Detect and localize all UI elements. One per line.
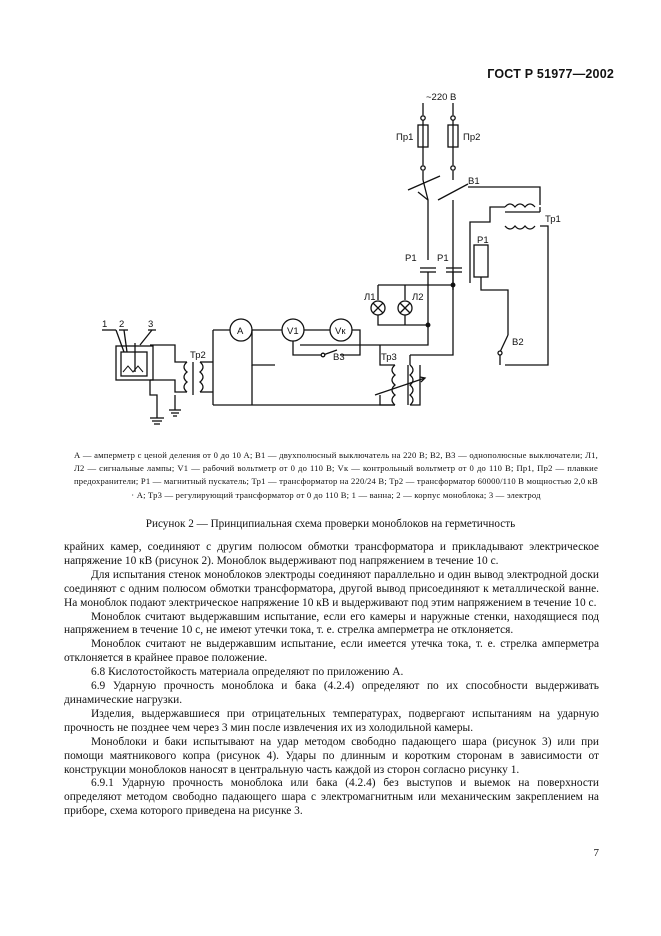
paragraph: Моноблоки и баки испытывают на удар методом свободно падающего шара (рисунок 3) или при помощи маятникового копра (рисунок 4). Удары по длинным и коротким сторонам в зависимости от конструкции моноблоков наносят в центральную часть каждой из сторон согласно рисунку 1.: [64, 735, 599, 776]
num3-label: 3: [148, 319, 154, 330]
p1a-label: Р1: [405, 253, 417, 264]
paragraph: 6.9.1 Ударную прочность моноблока или бака (4.2.4) без выступов и выемок на поверхности определяют методом свободно падающего шара с электромагнитным или механическим закреплением на приборе, схема которого приведена на рисунке 3.: [64, 777, 599, 818]
pr1-label: Пр1: [396, 132, 414, 143]
b1-label: В1: [468, 176, 480, 187]
ammeter-label: А: [237, 326, 244, 337]
paragraph: крайних камер, соединяют с другим полюсом обмотки трансформатора и прикладывают электрическое напряжение 10 кВ (рисунок 2). Моноблок выдерживают под напряжением в течение 10 с.: [64, 541, 599, 567]
voltage-label: ~220 В: [426, 92, 457, 103]
monoblock-body: [121, 352, 147, 376]
paragraph: Моноблок считают выдержавшим испытание, если его камеры и наружные стенки, находящиеся под напряжением в течение 10 с, не имеют утечки тока, т. е. стрелка амперметра не отклоняется.: [64, 610, 599, 637]
body-text: [64, 541, 599, 819]
b3-label: В3: [333, 352, 345, 363]
paragraph: Моноблок считают не выдержавшим испытание, если имеется утечка тока, т. е. стрелка амперметра отклоняется в крайнее правое положение.: [64, 638, 599, 665]
l1-label: Л1: [364, 292, 376, 303]
paragraph: Изделия, выдержавшиеся при отрицательных температурах, подвергают испытаниям на ударную прочность не позднее чем через 3 мин после извлечения их из холодильной камеры.: [64, 707, 599, 734]
paragraph: Для испытания стенок моноблоков электроды соединяют параллельно и один вывод электродной доски соединяют с одним полюсом обмотки трансформатора, другой вывод присоединяют к металлической ванне. На моноблок подают электрическое напряжение 10 кВ и выдерживают под этим напряжением в течение 10 с.: [64, 568, 599, 609]
circuit-diagram: [0, 0, 661, 440]
vk-label: Vк: [335, 326, 346, 337]
r1-label: Р1: [477, 235, 489, 246]
relay-coil-r1: [474, 245, 488, 277]
terminal: [451, 116, 455, 120]
legend-line: от 0 до 110 В; Пр1, Пр2 — плавкие предохранители; Р1 — магнитный пускатель; Тр1 — трансформатор на 220/24 В;: [74, 463, 598, 487]
legend-line: выключатели; Л1, Л2 — сигнальные лампы; V1 — рабочий вольтметр от 0 до 110 В; Vк — контрольный вольтметр: [74, 450, 598, 474]
tr2-label: Тр2: [190, 350, 206, 361]
l2-label: Л2: [412, 292, 424, 303]
figure-legend: [74, 449, 598, 502]
v1-label: V1: [287, 326, 299, 337]
paragraph: 6.9 Ударную прочность моноблока и бака (4.2.4) определяют по их способности выдерживать динамические нагрузки.: [64, 680, 599, 706]
b2-label: В2: [512, 337, 524, 348]
figure-caption: Рисунок 2 — Принципиальная схема проверки моноблоков на герметичность: [145, 518, 516, 530]
switch-b2: [500, 335, 508, 352]
pr2-label: Пр2: [463, 132, 481, 143]
standard-header: ГОСТ Р 51977—2002: [487, 67, 614, 81]
page-number: 7: [593, 847, 599, 859]
tr3-label: Тр3: [381, 352, 397, 363]
terminal: [421, 116, 425, 120]
num1-label: 1: [102, 319, 108, 330]
p1b-label: Р1: [437, 253, 449, 264]
legend-line: Тр2 — трансформатор 60000/110 В мощностью 2,0 кВ · А; Тр3 — регулирующий трансформатор от 0 до 110 В;: [131, 476, 598, 500]
transformer-tr3: [410, 365, 413, 405]
transformer-tr1: [505, 204, 535, 207]
num2-label: 2: [119, 319, 125, 330]
transformer-tr2: [200, 362, 203, 392]
legend-line: А — амперметр с ценой деления от 0 до 10 А; В1 — двухполюсный выключатель на 220 В; В2, В3 — однополюсные: [74, 450, 527, 460]
legend-line: 1 — ванна; 2 — корпус моноблока; 3 — электрод: [351, 489, 541, 500]
paragraph: 6.8 Кислотостойкость материала определяют по приложению А.: [91, 666, 404, 679]
tr1-label: Тр1: [545, 214, 561, 225]
